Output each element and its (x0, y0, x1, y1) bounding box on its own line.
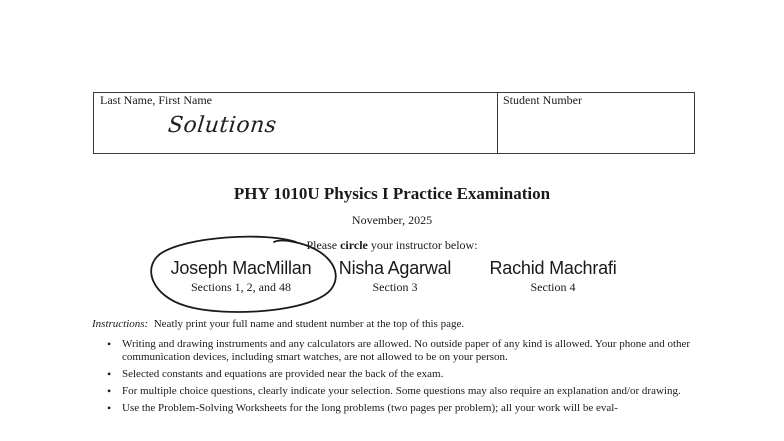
instructor-section: Section 4 (530, 280, 576, 294)
instructor-option-2[interactable] (330, 258, 460, 295)
handwritten-name: Solutions (166, 113, 278, 138)
identification-box (93, 92, 695, 154)
exam-title: PHY 1010U Physics I Practice Examination (233, 184, 551, 203)
list-item: • Use the Problem-Solving Worksheets for the long problems (two pages per problem); all your work will be eval- (104, 402, 704, 415)
instructions-line (92, 318, 464, 330)
instructions-label: Instructions: (92, 318, 149, 330)
exam-date: November, 2025 (351, 213, 433, 227)
prompt-suffix: your instructor below: (367, 238, 478, 252)
id-box-divider (497, 93, 498, 153)
instructor-name: Nisha Agarwal (338, 258, 452, 278)
hand-drawn-circle (146, 234, 346, 316)
instructor-name: Joseph MacMillan (170, 258, 312, 278)
instructor-section: Sections 1, 2, and 48 (191, 280, 291, 294)
list-item: • Selected constants and equations are provided near the back of the exam. (104, 368, 704, 381)
instructor-name: Rachid Machrafi (489, 258, 617, 278)
list-item: • Writing and drawing instruments and any calculators are allowed. No outside paper of any kind is allowed. Your phone and other communication devices, including smart watches, are not allowed to be on your person. (104, 338, 704, 364)
student-number-label: Student Number (503, 93, 582, 107)
list-item: • For multiple choice questions, clearly indicate your selection. Some questions may also require an explanation and/or drawing. (104, 385, 704, 398)
name-label: Last Name, First Name (100, 93, 212, 107)
instructor-prompt (0, 238, 784, 253)
instructions-list (104, 338, 704, 419)
instructor-section: Section 3 (372, 280, 418, 294)
prompt-bold: circle (340, 238, 368, 252)
prompt-prefix: Please (306, 238, 341, 252)
instructions-text: Neatly print your full name and student number at the top of this page. (153, 318, 465, 330)
instructor-option-3[interactable] (478, 258, 628, 295)
